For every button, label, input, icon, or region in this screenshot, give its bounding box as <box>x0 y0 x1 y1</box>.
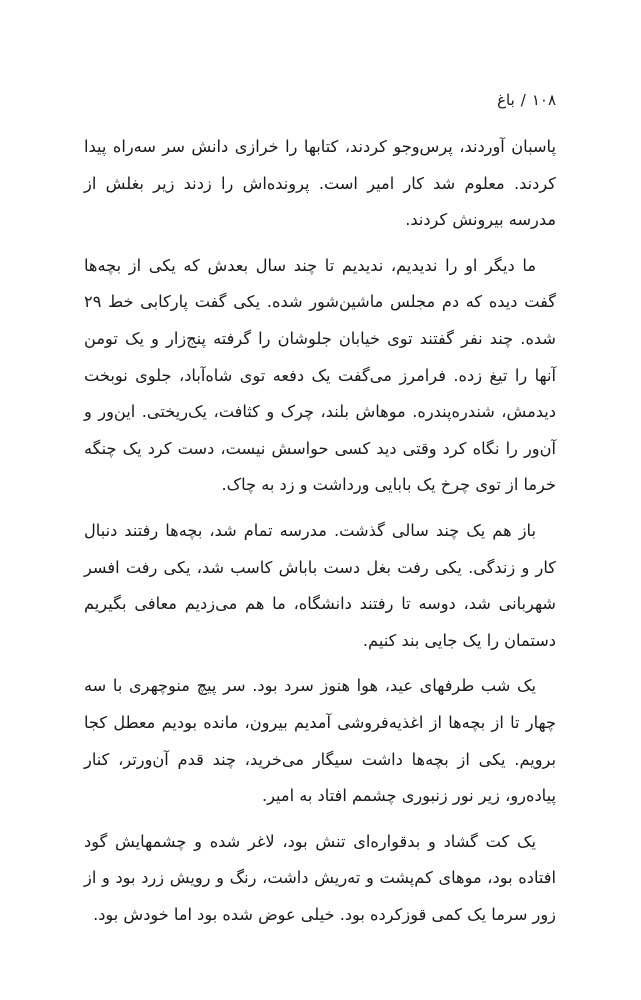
paragraph-3: باز هم یک چند سالی گذشت. مدرسه تمام شد، بچه‌ها رفتند دنبال کار و زندگی. یکی رفت بغل دست باباش کاسب شد، یکی رفت افسر شهربانی شد، دوسه تا رفتند دانشگاه، ما هم می‌زدیم معافی بگیریم دستمان را یک جایی بند کنیم. <box>84 520 556 650</box>
paragraph-5: یک کت گشاد و بدقواره‌ای تنش بود، لاغر شده و چشمهایش گود افتاده بود، موهای کم‌پشت و ته‌ریش داشت، رنگ و رویش زرد بود و از زور سرما یک کمی قوزکرده بود. خیلی عوض شده بود اما خودش بود. <box>84 831 556 924</box>
chapter-title: باغ <box>497 91 515 109</box>
page-number: ۱۰۸ <box>531 91 556 109</box>
paragraph-4: یک شب طرفهای عید، هوا هنوز سرد بود. سر پیچ منوچهری با سه چهار تا از بچه‌ها از اغذیه‌فروشی آمدیم بیرون، مانده بودیم معطل کجا برویم. یکی از بچه‌ها داشت سیگار می‌خرید، چند قدم آن‌ورتر، کنار پیاده‌رو، زیر نور زنبوری چشمم افتاد به امیر. <box>84 676 556 806</box>
running-head <box>497 90 556 110</box>
paragraph-2: ما دیگر او را ندیدیم، ندیدیم تا چند سال بعد‌ش که یکی از بچه‌ها گفت دیده که دم مجلس ماشین‌شور شده. یکی گفت پارکابی خط ۲۹ شده. چند نفر گفتند توی خیابان جلوشان را گرفته پنج‌زار و یک تومن آنها را تیغ زده. فرامرز می‌گفت یک دفعه توی شاه‌آباد، جلوی نوبخت دیدمش، شندره‌پندره. موهاش بلند، چرک و کثافت، یک‌ریختی. این‌ور و آن‌ور را نگاه کرد وقتی دید کسی حواسش نیست، دست کرد یک چنگه خرما از توی چرخ یک بابایی ورداشت و زد به چاک. <box>84 255 556 495</box>
paragraph-1: پاسبان آوردند، پرس‌وجو کردند، کتابها را خرازی دانش سر سه‌راه پیدا کردند. معلوم شد کار امیر است. پرونده‌اش را زدند زیر بغلش از مدرسه بیرونش کردند. <box>84 137 556 230</box>
body-text <box>84 129 556 942</box>
header-separator: / <box>520 91 526 109</box>
